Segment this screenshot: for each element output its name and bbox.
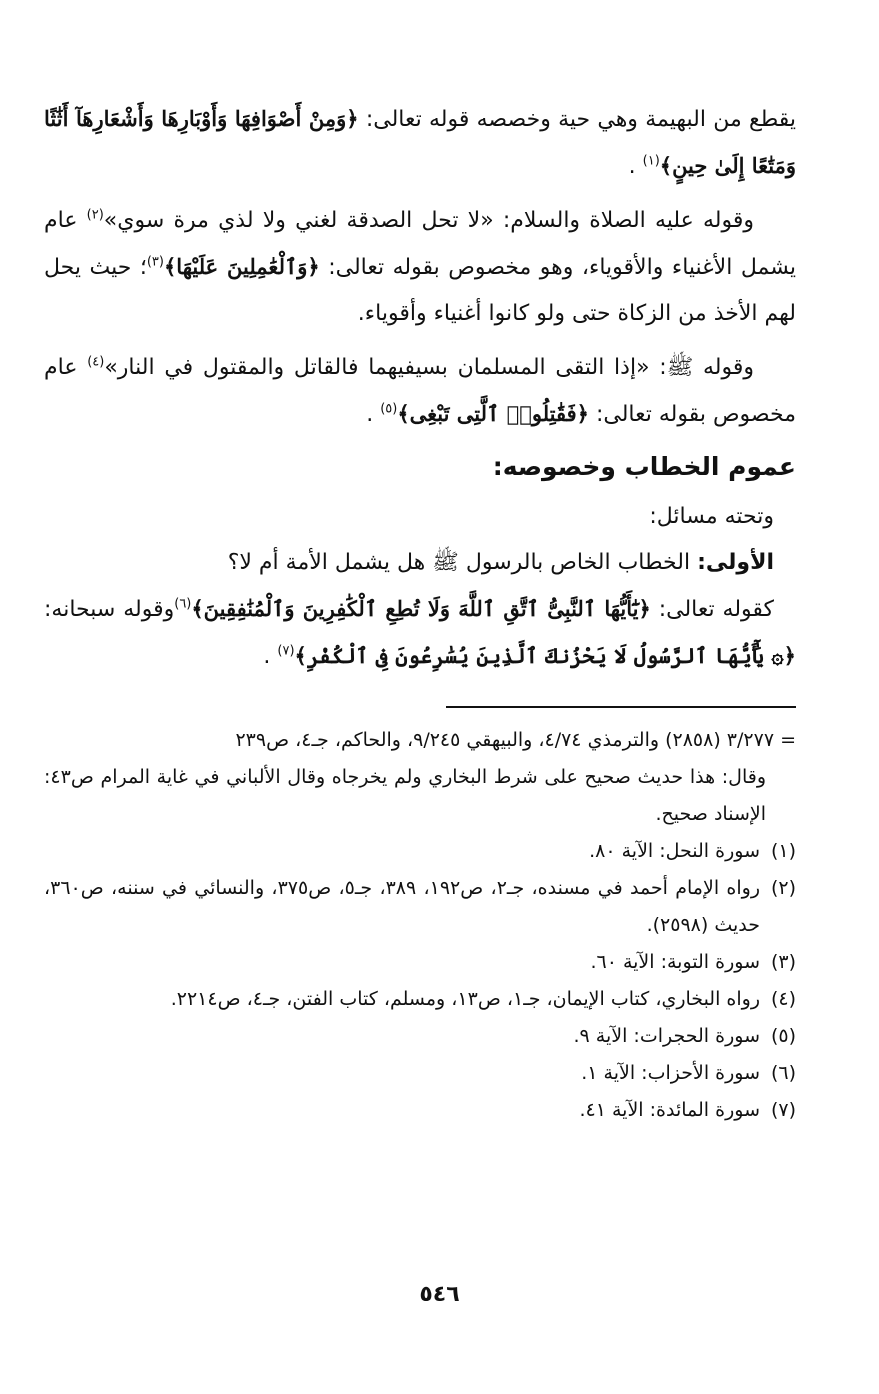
footnote-7 [44, 1092, 796, 1129]
footnote-3 [44, 944, 796, 981]
quran-verse: ﴿وَٱلْعَٰمِلِينَ عَلَيْهَا﴾ [163, 254, 320, 279]
main-text [44, 96, 796, 680]
footnote-number: (١) [770, 840, 796, 862]
footnote-ref: (٣) [146, 254, 164, 270]
paragraph-6 [44, 586, 796, 680]
footnote-text: سورة الحجرات: الآية ٩. [573, 1025, 760, 1047]
hadith-text: وقوله عليه الصلاة والسلام: «لا تحل الصدقة لغني ولا لذي مرة سوي» [103, 208, 754, 233]
hadith-text: وقوله ﷺ: «إذا التقى المسلمان بسيفيهما فالقاتل والمقتول في النار» [104, 355, 755, 380]
footnote-4 [44, 981, 796, 1018]
footnote-5 [44, 1018, 796, 1055]
footnote-ref: (١) [642, 153, 660, 169]
paragraph-6-end: . [263, 644, 271, 669]
footnote-text: سورة الأحزاب: الآية ١. [581, 1062, 760, 1084]
page-body [44, 96, 796, 1129]
footnote-continuation: = ٣/٢٧٧ (٢٨٥٨) والترمذي ٤/٧٤، والبيهقي ٩/٢٤٥، والحاكم، جـ٤، ص٢٣٩ [235, 729, 796, 751]
footnote-continuation: وقال: هذا حديث صحيح على شرط البخاري ولم يخرجاه وقال الألباني في غاية المرام ص٤٣: الإسناد صحيح. [44, 766, 766, 825]
quran-verse: ﴿يَٰٓأَيُّهَا ٱلنَّبِىُّ ٱتَّقِ ٱللَّهَ وَلَا تُطِعِ ٱلْكَٰفِرِينَ وَٱلْمُنَٰفِقِينَ﴾ [191, 596, 651, 621]
footnote-ref: (٦) [174, 596, 192, 612]
footnote-text: رواه الإمام أحمد في مسنده، جـ٢، ص١٩٢، ٣٨٩، جـ٥، ص٣٧٥، والنسائي في سننه، ص٣٦٠، حديث (٢٥٩٨). [44, 877, 760, 936]
footnote-text: سورة النحل: الآية ٨٠. [589, 840, 760, 862]
footnote-ref: (٢) [86, 207, 104, 223]
footnote-number: (٣) [770, 951, 796, 973]
paragraph-5 [44, 540, 796, 586]
footnote-number: (٦) [770, 1062, 796, 1084]
paragraph-1-end: . [628, 154, 636, 179]
quran-verse: ﴿۞ يَٰٓأَيُّهَا ٱلرَّسُولُ لَا يَحْزُنكَ ٱلَّذِينَ يُسَٰرِعُونَ فِى ٱلْكُفْرِ﴾ [294, 643, 796, 668]
footnote-separator [446, 706, 796, 708]
issue-text: الخطاب الخاص بالرسول ﷺ هل يشمل الأمة أم لا؟ [227, 550, 691, 575]
footnote-ref: (٧) [277, 643, 295, 659]
paragraph-6-text-2: وقوله سبحانه: [44, 597, 175, 622]
paragraph-2 [44, 198, 796, 337]
paragraph-1-text: يقطع من البهيمة وهي حية وخصصه قوله تعالى: [365, 107, 797, 132]
footnote-text: سورة المائدة: الآية ٤١. [579, 1099, 760, 1121]
page-number: ٥٤٦ [419, 1282, 460, 1307]
footnote-number: (٤) [770, 988, 796, 1010]
footnote-ref: (٥) [380, 401, 398, 417]
section-heading: عموم الخطاب وخصوصه: [492, 452, 796, 481]
issue-label: الأولى: [697, 550, 774, 575]
paragraph-3 [44, 345, 796, 438]
paragraph-4: وتحته مسائل: [649, 504, 774, 529]
footnote-text: سورة التوبة: الآية ٦٠. [590, 951, 760, 973]
paragraph-2-text: عام يشمل الأغنياء والأقوياء، وهو مخصوص بقوله تعالى: [44, 208, 796, 280]
footnote-number: (٧) [770, 1099, 796, 1121]
paragraph-6-text: كقوله تعالى: [658, 597, 775, 622]
footnote-text: رواه البخاري، كتاب الإيمان، جـ١، ص١٣، ومسلم، كتاب الفتن، جـ٤، ص٢٢١٤. [170, 988, 760, 1010]
footnote-number: (٢) [770, 877, 796, 899]
paragraph-3-text: عام مخصوص بقوله تعالى: [44, 355, 796, 427]
footnote-number: (٥) [770, 1025, 796, 1047]
paragraph-2-end: ؛ حيث يحل لهم الأخذ من الزكاة حتى ولو كانوا أغنياء وأقوياء. [44, 255, 796, 326]
footnotes [44, 722, 796, 1129]
quran-verse: ﴿فَقَٰتِلُوا۟ ٱلَّتِى تَبْغِى﴾ [397, 401, 589, 426]
quran-verse: ﴿وَمِنْ أَصْوَافِهَا وَأَوْبَارِهَا وَأَشْعَارِهَآ أَثَٰثًا وَمَتَٰعًا إِلَىٰ حِينٍ﴾ [44, 106, 796, 178]
paragraph-3-end: . [366, 402, 374, 427]
footnote-ref: (٤) [87, 354, 105, 370]
paragraph-1 [44, 96, 796, 190]
footnote-2 [44, 870, 796, 944]
footnote-1 [44, 833, 796, 870]
footnote-6 [44, 1055, 796, 1092]
